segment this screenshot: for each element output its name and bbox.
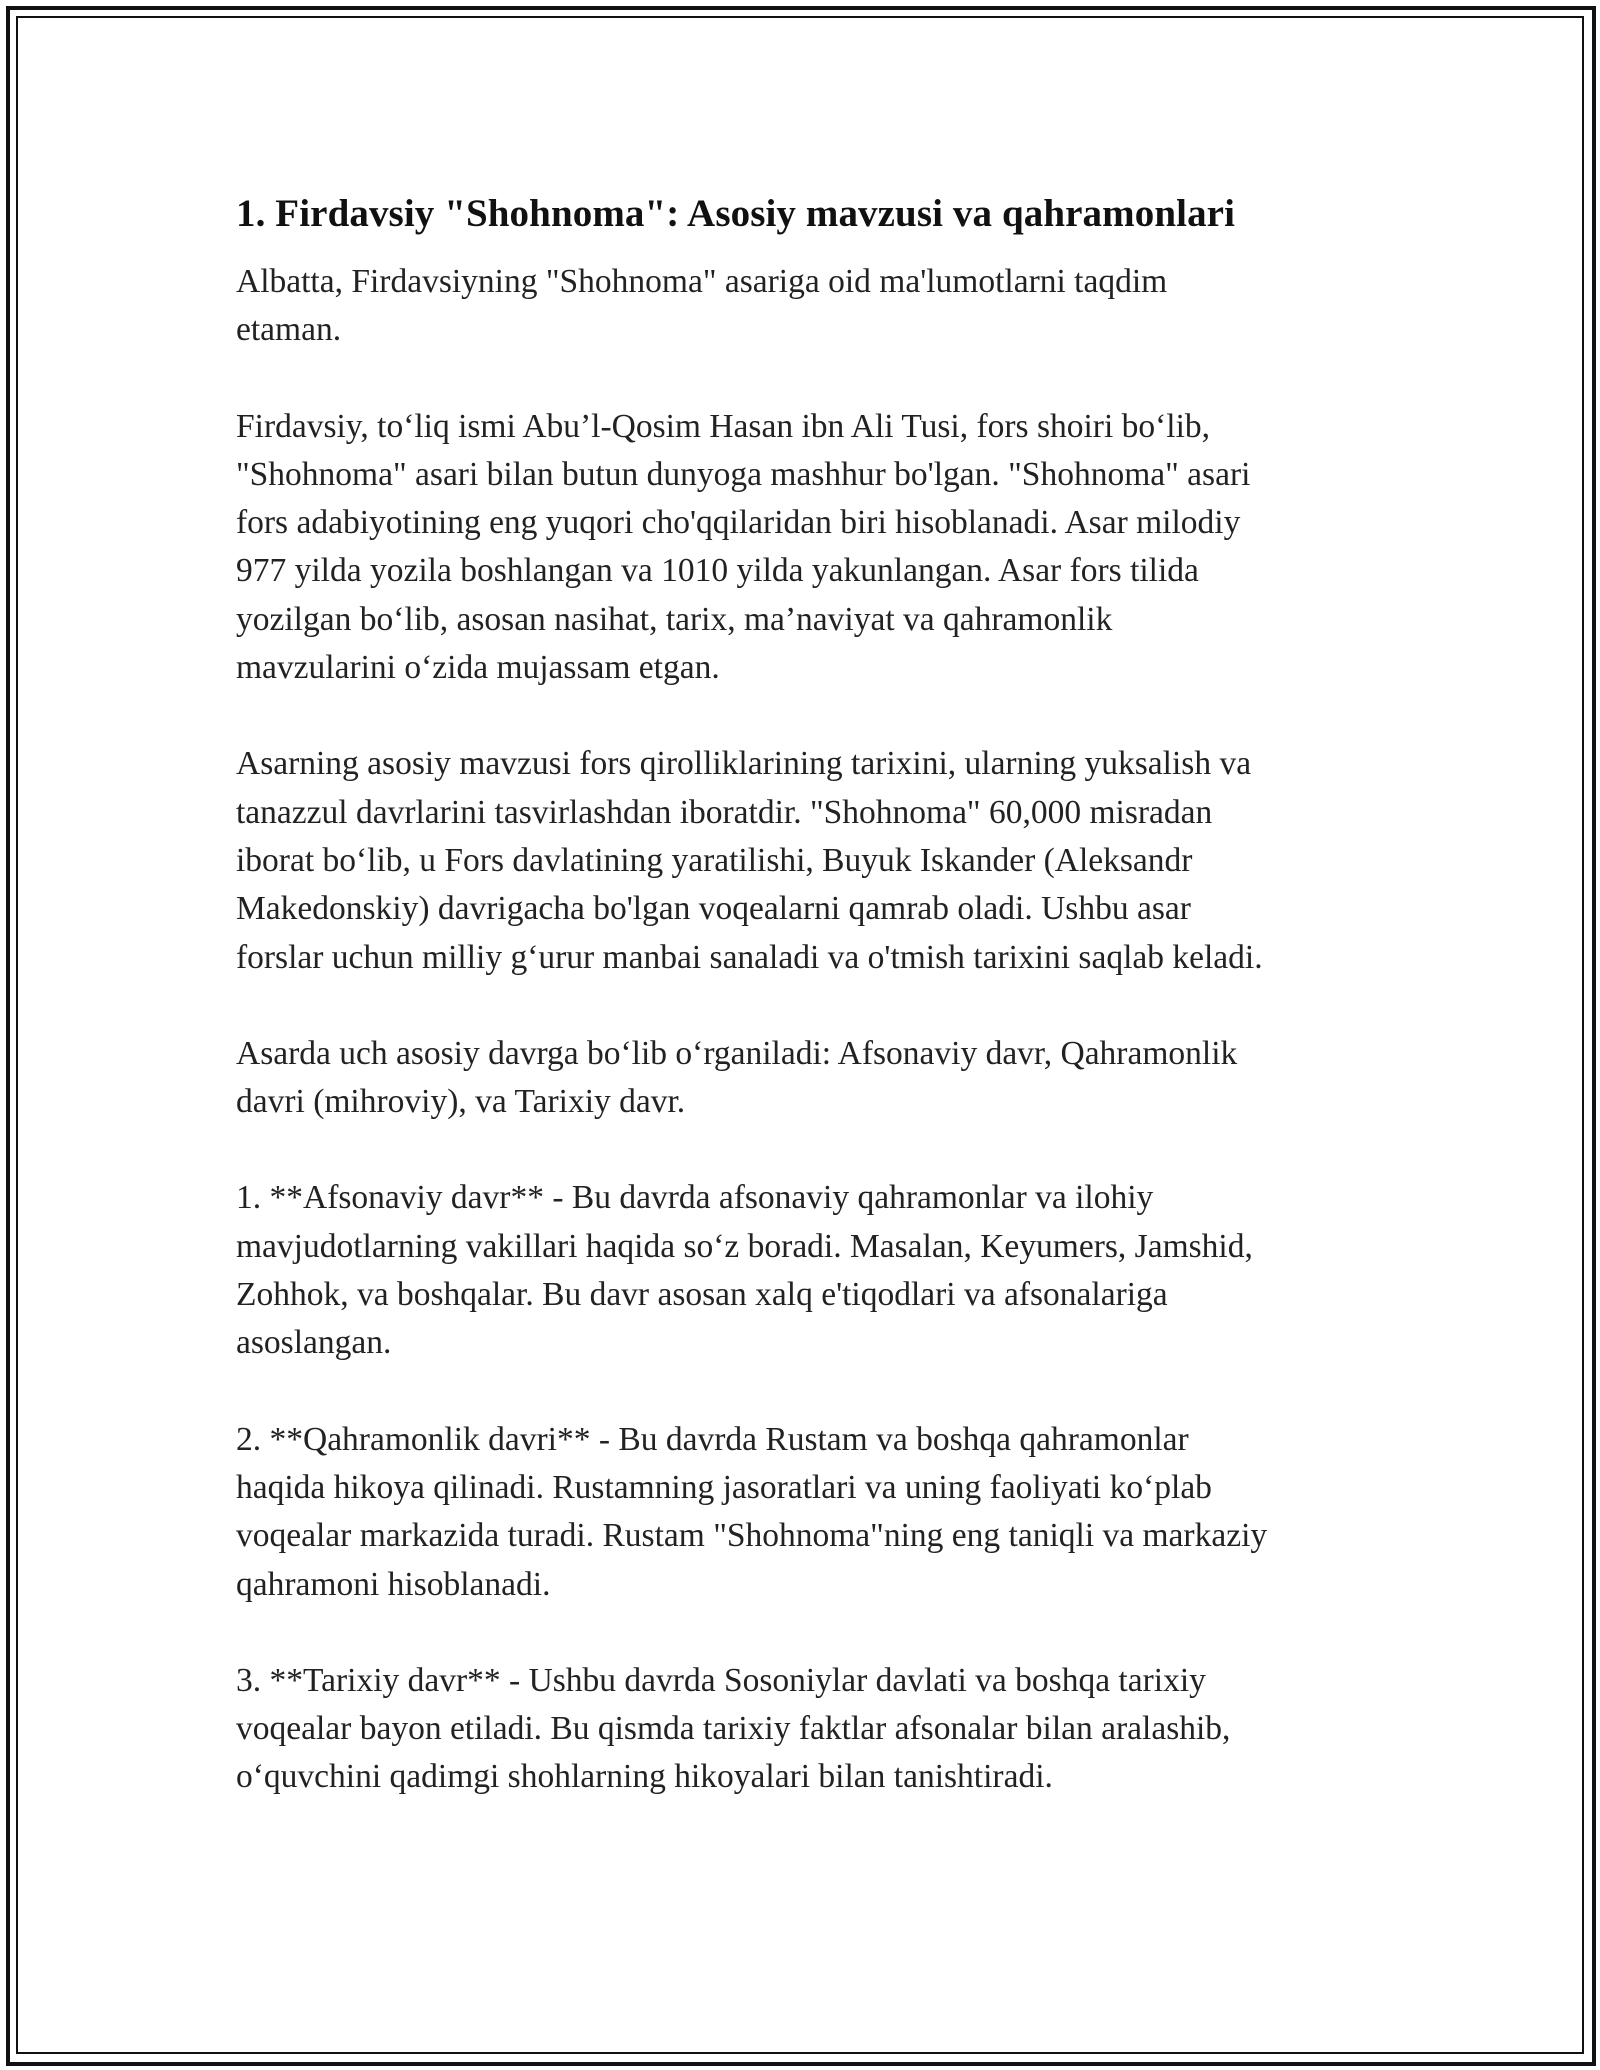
- paragraph-periods-overview: Asarda uch asosiy davrga bo‘lib o‘rganiladi: Afsonaviy davr, Qahramonlik davri (mihroviy), va Tarixiy davr.: [236, 1034, 1238, 1121]
- list-item-mythical-period: 1. **Afsonaviy davr** - Bu davrda afsonaviy qahramonlar va ilohiy mavjudotlarning vakillari haqida so‘z boradi. Masalan, Keyumers, Jamshid, Zohhok, va boshqalar. Bu davr asosan xalq e'tiqodlari va afsonalariga asoslangan.: [236, 1179, 1253, 1362]
- document-body: [236, 258, 1376, 1802]
- paragraph-author-bio: Firdavsiy, to‘liq ismi Abu’l-Qosim Hasan ibn Ali Tusi, fors shoiri bo‘lib, "Shohnoma" asari bilan butun dunyoga mashhur bo'lgan. "Shohnoma" asari fors adabiyotining eng yuqori cho'qqilaridan biri hisoblanadi. Asar milodiy 977 yilda yozila boshlangan va 1010 yilda yakunlangan. Asar fors tilida yozilgan bo‘lib, asosan nasihat, tarix, ma’naviyat va qahramonlik mavzularini o‘zida mujassam etgan.: [236, 407, 1251, 687]
- list-item-heroic-period: 2. **Qahramonlik davri** - Bu davrda Rustam va boshqa qahramonlar haqida hikoya qilinadi. Rustamning jasoratlari va uning faoliyati ko‘plab voqealar markazida turadi. Rustam "Shohnoma"ning eng taniqli va markaziy qahramoni hisoblanadi.: [236, 1420, 1268, 1603]
- document-content: [236, 186, 1376, 1850]
- document-title: 1. Firdavsiy "Shohnoma": Asosiy mavzusi va qahramonlari: [236, 192, 1236, 235]
- paragraph-intro: Albatta, Firdavsiyning "Shohnoma" asariga oid ma'lumotlarni taqdim etaman.: [236, 263, 1168, 349]
- list-item-historical-period: 3. **Tarixiy davr** - Ushbu davrda Sosoniylar davlati va boshqa tarixiy voqealar bayon etiladi. Bu qismda tarixiy faktlar afsonalar bilan aralashib, o‘quvchini qadimgi shohlarning hikoyalari bilan tanishtiradi.: [236, 1661, 1231, 1796]
- paragraph-main-theme: Asarning asosiy mavzusi fors qirolliklarining tarixini, ularning yuksalish va tanazzul davrlarini tasvirlashdan iboratdir. "Shohnoma" 60,000 misradan iborat bo‘lib, u Fors davlatining yaratilishi, Buyuk Iskander (Aleksandr Makedonskiy) davrigacha bo'lgan voqealarni qamrab oladi. Ushbu asar forslar uchun milliy g‘urur manbai sanaladi va o'tmish tarixini saqlab keladi.: [236, 745, 1263, 976]
